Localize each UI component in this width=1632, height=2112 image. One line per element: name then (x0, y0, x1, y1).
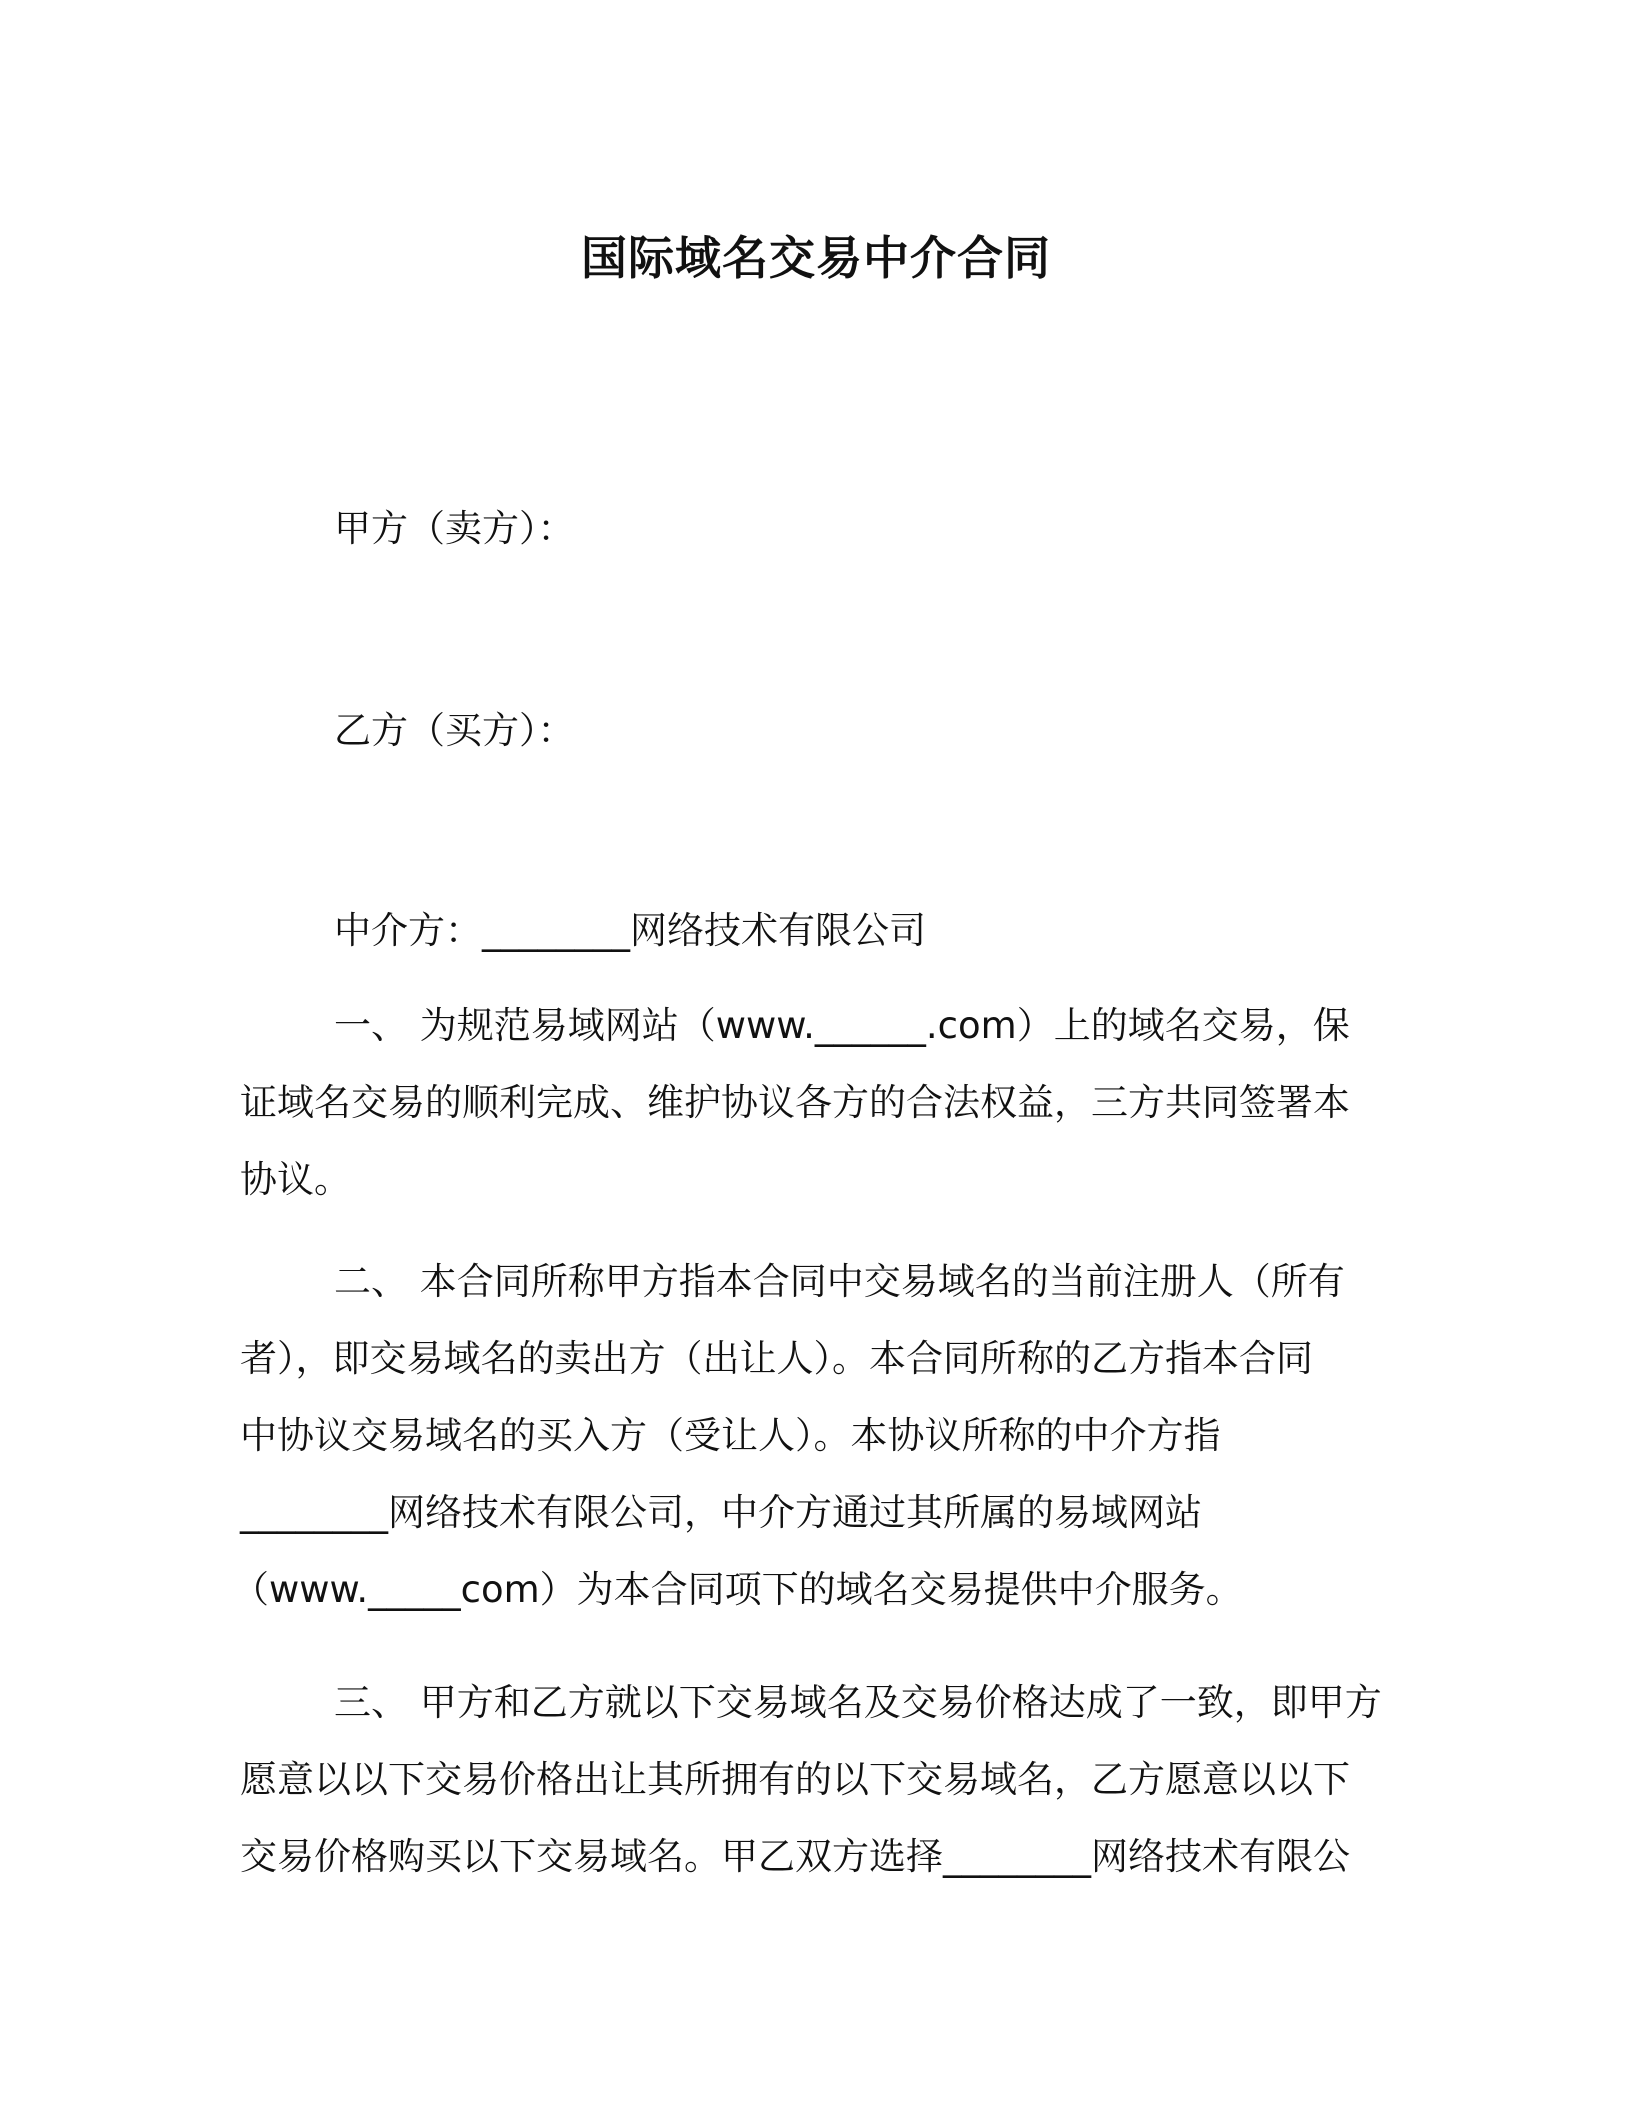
clause-3-line-3: 交易价格购买以下交易域名。甲乙双方选择________网络技术有限公 (240, 1835, 1350, 1878)
clause-1-line-2: 证域名交易的顺利完成、维护协议各方的合法权益，三方共同签署本 (240, 1081, 1350, 1124)
clause-2-line-1: 二、 本合同所称甲方指本合同中交易域名的当前注册人（所有 (334, 1260, 1345, 1303)
clause-2-line-3: 中协议交易域名的买入方（受让人）。本协议所称的中介方指 (240, 1414, 1221, 1457)
clause-2 (232, 1243, 1400, 1628)
clause-3-line-2: 愿意以以下交易价格出让其所拥有的以下交易域名，乙方愿意以以下 (240, 1758, 1350, 1801)
document-title: 国际域名交易中介合同 (581, 231, 1051, 285)
agent-party-label: 中介方：________网络技术有限公司 (334, 909, 926, 952)
clause-2-line-5: （www._____com）为本合同项下的域名交易提供中介服务。 (232, 1568, 1243, 1611)
clause-2-line-2: 者），即交易域名的卖出方（出让人）。本合同所称的乙方指本合同 (240, 1337, 1313, 1380)
clause-3-line-1: 三、 甲方和乙方就以下交易域名及交易价格达成了一致，即甲方 (334, 1681, 1382, 1724)
clause-1-line-1: 一、 为规范易域网站（www.______.com）上的域名交易，保 (334, 1004, 1350, 1047)
clause-1 (240, 987, 1400, 1218)
clause-3 (240, 1664, 1400, 1895)
buyer-party-label: 乙方（买方）： (334, 709, 575, 752)
clause-1-line-3: 协议。 (240, 1158, 351, 1201)
clause-2-line-4: ________网络技术有限公司，中介方通过其所属的易域网站 (240, 1491, 1202, 1534)
seller-party-label: 甲方（卖方）： (334, 507, 575, 550)
